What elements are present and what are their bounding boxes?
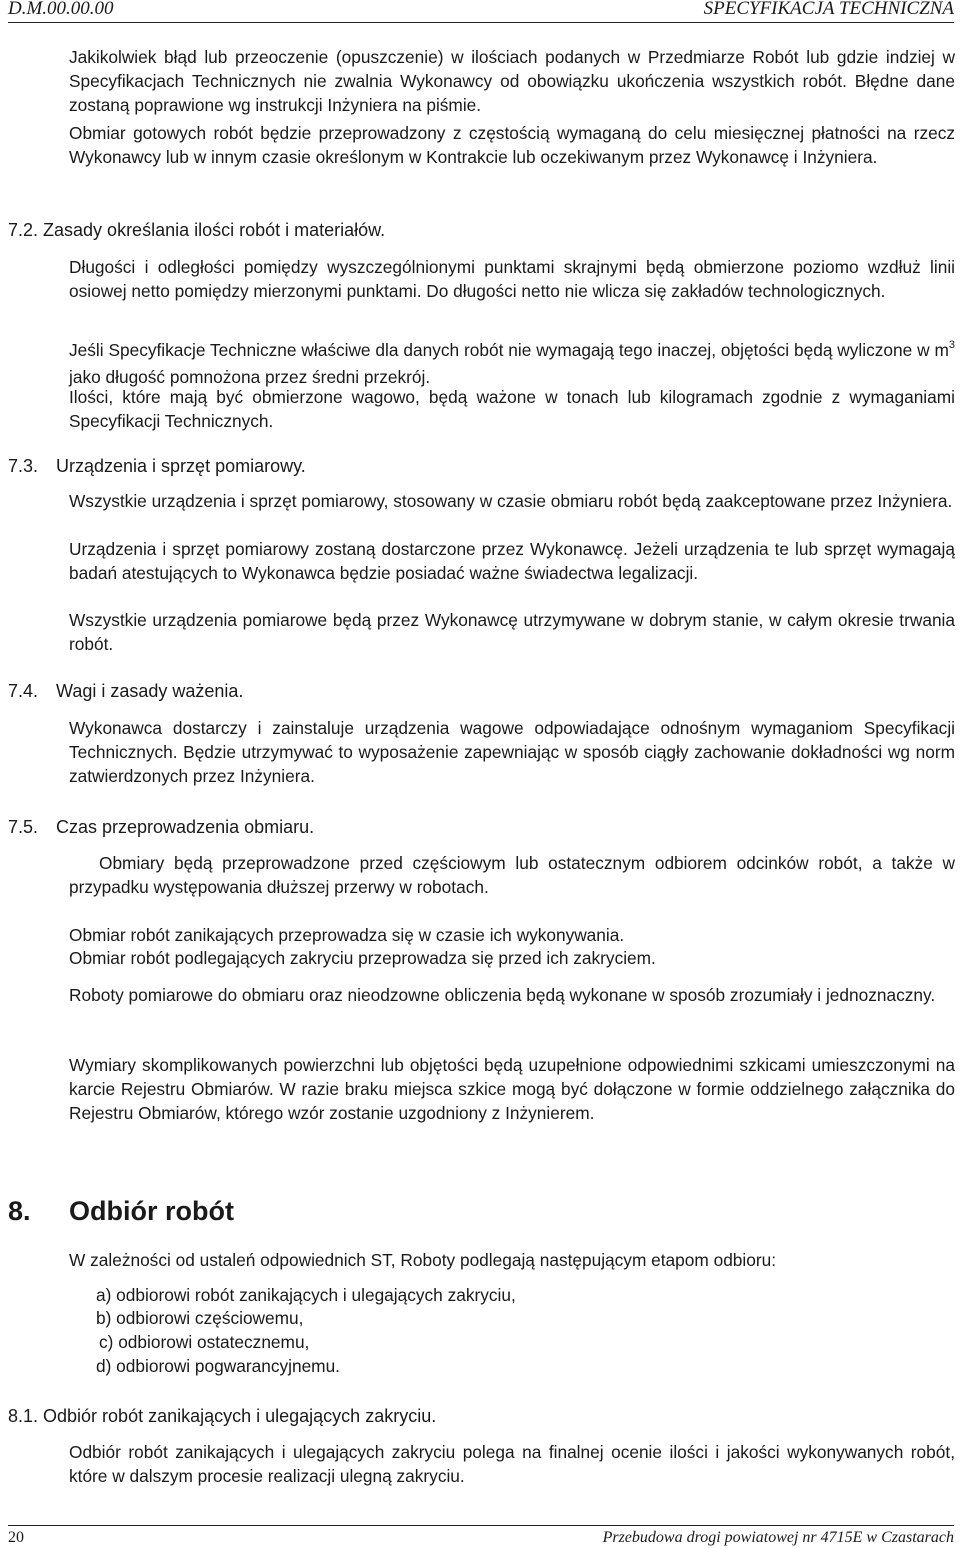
paragraph-disappearing-acceptance: Odbiór robót zanikających i ulegających zakryciu polega na finalnej ocenie ilości i jakości wykonywanych robót, które w dalszym procesie realizacji ulegną zakryciu. xyxy=(69,1442,955,1486)
heading-7-2: 7.2. Zasady określania ilości robót i materiałów. xyxy=(8,220,386,240)
heading-7-4-number: 7.4. xyxy=(8,681,39,701)
page-footer xyxy=(8,1525,954,1548)
paragraph-measurement-frequency: Obmiar gotowych robót będzie przeprowadzony z częstością wymaganą do celu miesięcznej płatności na rzecz Wykonawcy lub w innym czasie określonym w Kontrakcie lub oczekiwanym przez Wykonawcę i Inżyniera. xyxy=(69,123,955,167)
paragraph-weights: Ilości, które mają być obmierzone wagowo, będą ważone w tonach lub kilogramach zgodnie z wymaganiami Specyfikacji Technicznych. xyxy=(69,387,955,431)
paragraph-calculations: Roboty pomiarowe do obmiaru oraz nieodzowne obliczenia będą wykonane w sposób zrozumiały i jednoznaczny. xyxy=(69,985,936,1005)
paragraph-lengths: Długości i odległości pomiędzy wyszczególnionymi punktami skrajnymi będą obmierzone poziomo wzdłuż linii osiowej netto pomiędzy mierzonymi punktami. Do długości netto nie wlicza się zakładów technologicznych. xyxy=(69,257,955,301)
document-type: SPECYFIKACJA TECHNICZNA xyxy=(703,0,954,19)
paragraph-disappearing-works: Obmiar robót zanikających przeprowadza się w czasie ich wykonywania. xyxy=(69,925,625,945)
paragraph-covered-works: Obmiar robót podlegających zakryciu przeprowadza się przed ich zakryciem. xyxy=(69,948,656,968)
paragraph-weighing-equipment: Wykonawca dostarczy i zainstaluje urządzenia wagowe odpowiadające odnośnym wymaganiom Specyfikacji Technicznych. Będzie utrzymywać to wyposażenie zapewniając w sposób ciągły zachowanie dokładności wg norm zatwierdzonych przez Inżyniera. xyxy=(69,718,955,786)
document-code: D.M.00.00.00 xyxy=(8,0,114,19)
heading-7-4-title: Wagi i zasady ważenia. xyxy=(56,681,244,701)
heading-7-3-title: Urządzenia i sprzęt pomiarowy. xyxy=(56,456,306,476)
project-title: Przebudowa drogi powiatowej nr 4715E w Czastarach xyxy=(602,1529,954,1546)
paragraph-volumes: Jeśli Specyfikacje Techniczne właściwe dla danych robót nie wymagają tego inaczej, objętości będą wyliczone w $m^3$ jako długość pomnożona przez średni przekrój. xyxy=(69,339,955,387)
page-number: 20 xyxy=(8,1529,24,1546)
paragraph-acceptance-stages: W zależności od ustaleń odpowiednich ST, Roboty podlegają następującym etapom odbioru: xyxy=(69,1250,777,1270)
list-item: d) odbiorowi pogwarancyjnemu. xyxy=(96,1356,340,1376)
page-header xyxy=(8,0,954,23)
paragraph-quantity-errors: Jakikolwiek błąd lub przeoczenie (opuszczenie) w ilościach podanych w Przedmiarze Robót lub gdzie indziej w Specyfikacjach Technicznych nie zwalnia Wykonawcy od obowiązku ukończenia wszystkich robót. Błędne dane zostaną poprawione wg instrukcji Inżyniera na piśmie. xyxy=(69,47,955,115)
paragraph-equipment-supply: Urządzenia i sprzęt pomiarowy zostaną dostarczone przez Wykonawcę. Jeżeli urządzenia te lub sprzęt wymagają badań atestujących to Wykonawca będzie posiadać ważne świadectwa legalizacji. xyxy=(69,539,955,583)
heading-8-title: Odbiór robót xyxy=(69,1196,234,1226)
heading-7-5-number: 7.5. xyxy=(8,817,39,837)
list-item: b) odbiorowi częściowemu, xyxy=(96,1308,304,1328)
heading-8-number: 8. xyxy=(8,1196,31,1226)
list-item: a) odbiorowi robót zanikających i ulegających zakryciu, xyxy=(96,1285,516,1305)
paragraph-equipment-approval: Wszystkie urządzenia i sprzęt pomiarowy, stosowany w czasie obmiaru robót będą zaakceptowane przez Inżyniera. xyxy=(69,491,953,511)
heading-8-1: 8.1. Odbiór robót zanikających i ulegających zakryciu. xyxy=(8,1406,437,1426)
list-item: c) odbiorowi ostatecznemu, xyxy=(99,1332,310,1352)
paragraph-equipment-maintenance: Wszystkie urządzenia pomiarowe będą przez Wykonawcę utrzymywane w dobrym stanie, w całym okresie trwania robót. xyxy=(69,610,955,654)
heading-7-3-number: 7.3. xyxy=(8,456,39,476)
heading-7-5-title: Czas przeprowadzenia obmiaru. xyxy=(56,817,315,837)
paragraph-sketches: Wymiary skomplikowanych powierzchni lub objętości będą uzupełnione odpowiednimi szkicami umieszczonymi na karcie Rejestru Obmiarów. W razie braku miejsca szkice mogą być dołączone w formie oddzielnego załącznika do Rejestru Obmiarów, którego wzór zostanie uzgodniony z Inżynierem. xyxy=(69,1055,955,1123)
paragraph-measurement-timing: Obmiary będą przeprowadzone przed częściowym lub ostatecznym odbiorem odcinków robót, a także w przypadku występowania dłuższej przerwy w robotach. xyxy=(69,853,955,897)
